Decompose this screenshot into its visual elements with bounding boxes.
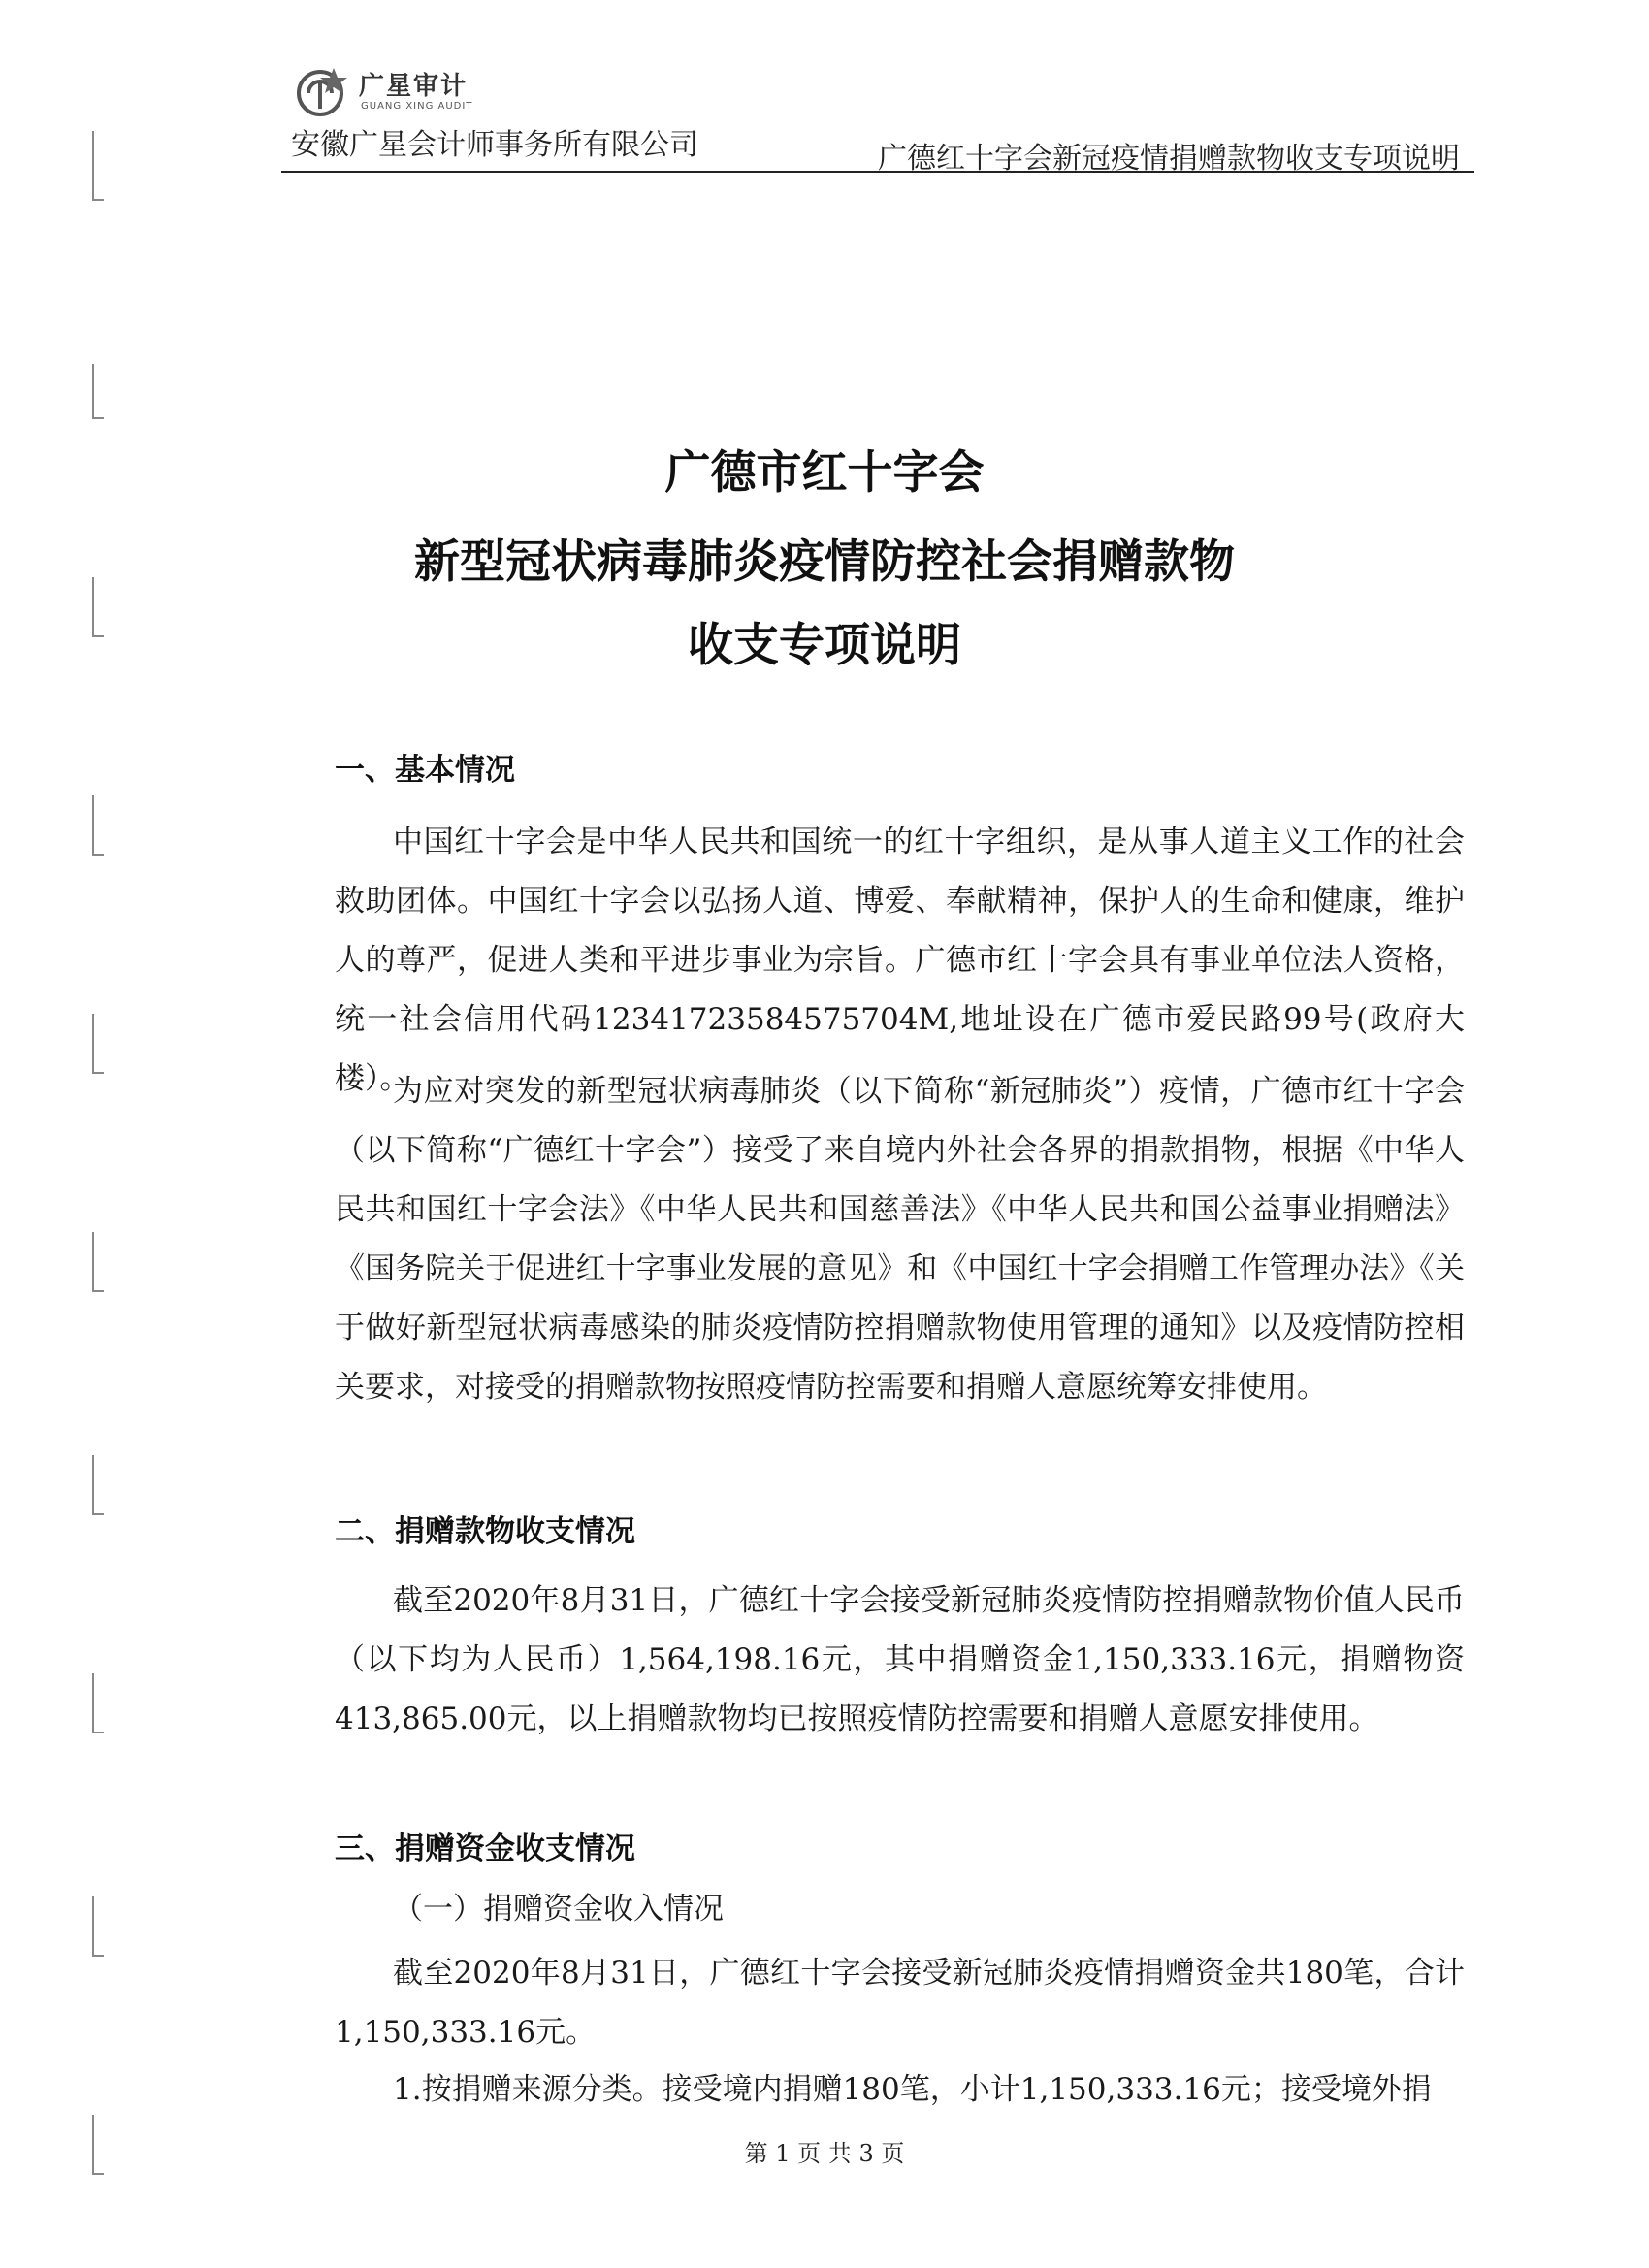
section-2-paragraph: 截至2020年8月31日，广德红十字会接受新冠肺炎疫情防控捐赠款物价值人民币（以下均为人民币）1,564,198.16元，其中捐赠资金1,150,333.16元，捐赠物资413,865.00元，以上捐赠款物均已按照疫情防控需要和捐赠人意愿安排使用。 [335, 1583, 1465, 1736]
scan-mark [92, 1896, 104, 1957]
scan-mark [92, 364, 104, 419]
title-line-2: 新型冠状病毒肺炎疫情防控社会捐赠款物 [414, 535, 1235, 589]
scan-mark [92, 795, 104, 856]
section-3-heading: 三、捐赠资金收支情况 [335, 1831, 635, 1866]
title-line-3: 收支专项说明 [688, 619, 961, 672]
scan-mark [92, 1673, 104, 1733]
logo-text: 广星审计 [359, 72, 469, 101]
scan-mark [92, 131, 104, 201]
firm-logo [291, 60, 543, 128]
section-1-paragraph-2: 为应对突发的新型冠状病毒肺炎（以下简称“新冠肺炎”）疫情，广德市红十字会（以下简称“广德红十字会”）接受了来自境内外社会各界的捐款捐物，根据《中华人民共和国红十字会法》《中华人民共和国慈善法》《中华人民共和国公益事业捐赠法》《国务院关于促进红十字事业发展的意见》和《中国红十字会捐赠工作管理办法》《关于做好新型冠状病毒感染的肺炎疫情防控捐赠款物使用管理的通知》以及疫情防控相关要求，对接受的捐赠款物按照疫情防控需要和捐赠人意愿统筹安排使用。 [335, 1074, 1465, 1405]
firm-logo-icon [291, 60, 353, 122]
section-1-paragraph-1: 中国红十字会是中华人民共和国统一的红十字组织，是从事人道主义工作的社会救助团体。中国红十字会以弘扬人道、博爱、奉献精神，保护人的生命和健康，维护人的尊严，促进人类和平进步事业为宗旨。广德市红十字会具有事业单位法人资格，统一社会信用代码12341723584575704M,地址设在广德市爱民路99号(政府大楼）。 [335, 825, 1465, 1096]
scan-mark [92, 1014, 104, 1074]
section-3-subheading: （一）捐赠资金收入情况 [393, 1892, 724, 1927]
section-1-heading: 一、基本情况 [335, 753, 515, 788]
section-3-paragraph-2: 1.按捐赠来源分类。接受境内捐赠180笔，小计1,150,333.16元；接受境外捐 [393, 2072, 1432, 2107]
section-3-paragraph-1: 截至2020年8月31日，广德红十字会接受新冠肺炎疫情捐赠资金共180笔，合计1,150,333.16元。 [335, 1956, 1465, 2050]
title-line-1: 广德市红十字会 [664, 446, 985, 500]
firm-name: 安徽广星会计师事务所有限公司 [291, 128, 698, 162]
logo-subtext: GUANG XING AUDIT [361, 101, 473, 112]
scan-mark [92, 1455, 104, 1515]
scan-mark [92, 1232, 104, 1292]
running-title: 广德红十字会新冠疫情捐赠款物收支专项说明 [878, 142, 1460, 176]
section-2-heading: 二、捐赠款物收支情况 [335, 1514, 635, 1549]
page-number: 第 1 页 共 3 页 [744, 2140, 905, 2167]
header-rule [281, 171, 1474, 173]
